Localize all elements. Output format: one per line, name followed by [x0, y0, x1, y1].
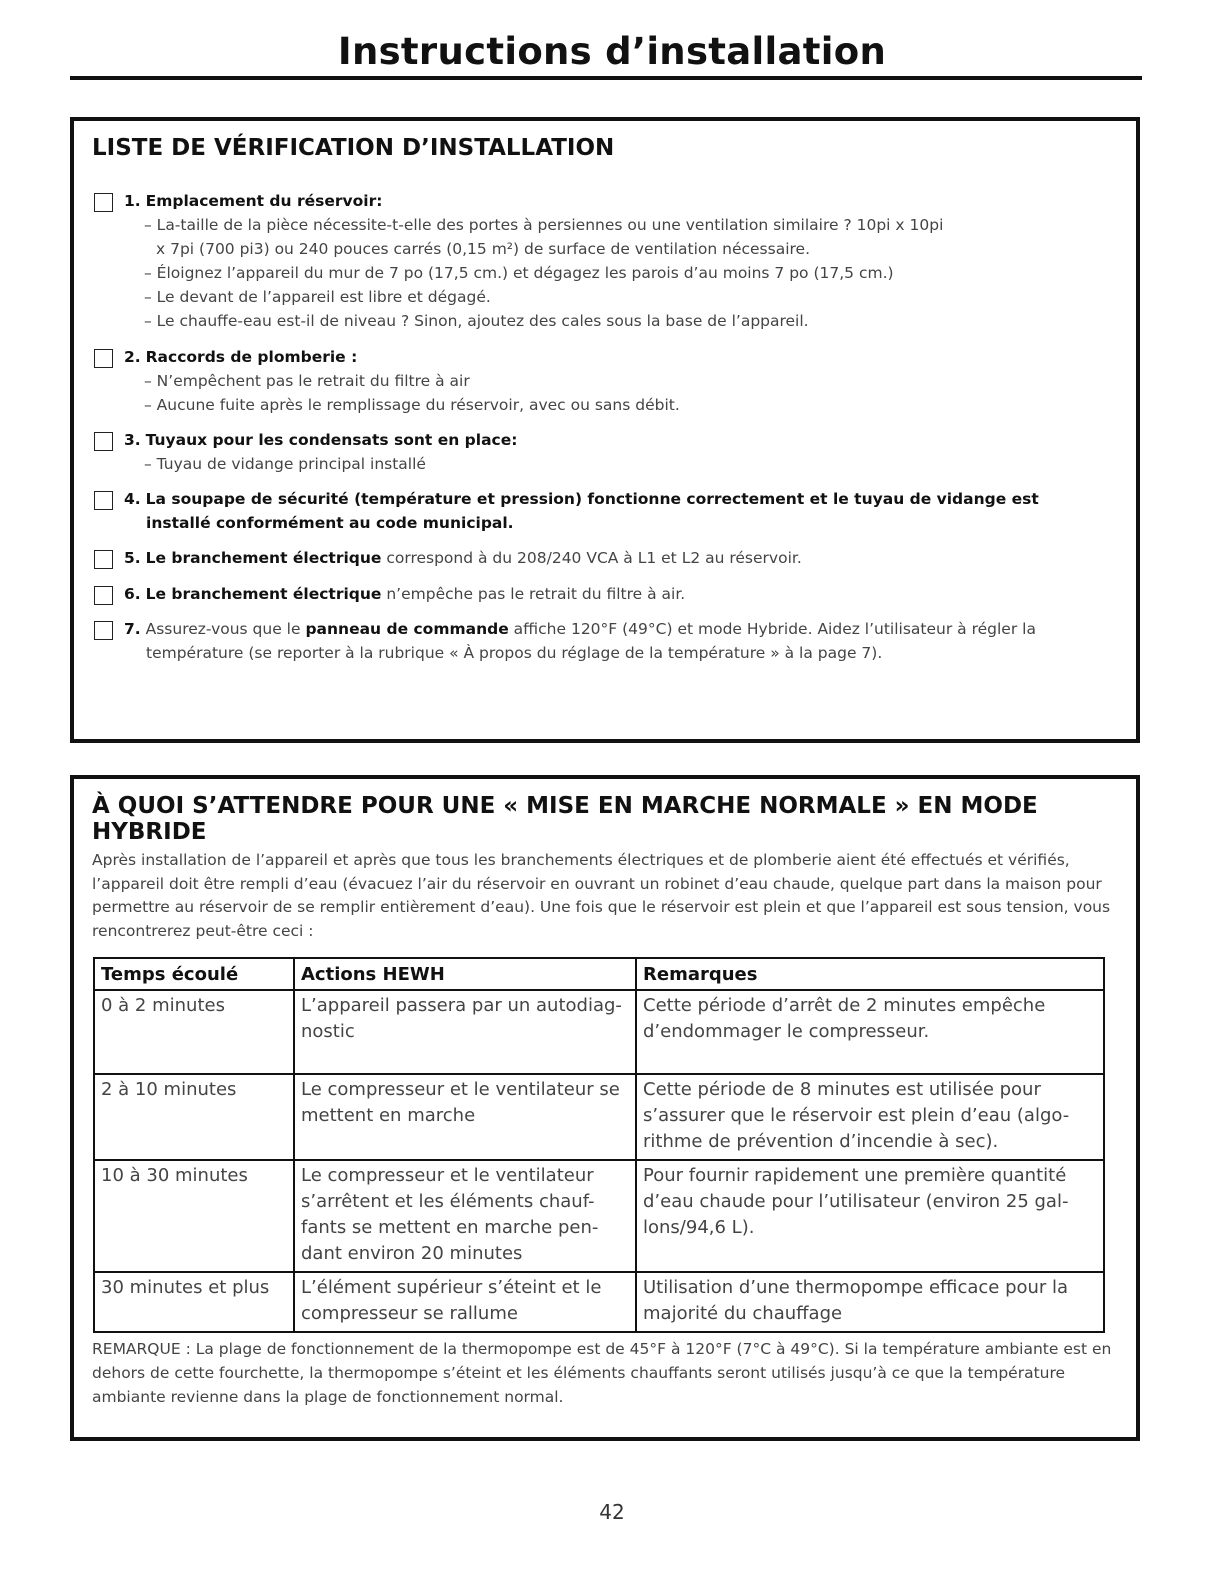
table-header-row	[94, 958, 1104, 990]
checkbox[interactable]	[94, 193, 113, 212]
checkbox[interactable]	[94, 550, 113, 569]
table-cell: 30 minutes et plus	[94, 1272, 294, 1332]
checkbox[interactable]	[94, 586, 113, 605]
startup-table	[93, 957, 1105, 1333]
item-text: affiche 120°F (49°C) et mode Hybride. Aidez l’utilisateur à régler la température (se reporter à la rubrique « À propos du réglage de la température » à la page 7).	[146, 620, 1036, 662]
checklist-item-1	[94, 189, 954, 333]
checkbox[interactable]	[94, 491, 113, 510]
item-text: correspond à du 208/240 VCA à L1 et L2 au réservoir.	[381, 549, 802, 567]
checklist-item-5	[94, 546, 1104, 570]
table-row	[94, 1160, 1104, 1272]
sub-item: – La-taille de la pièce nécessite-t-elle des portes à persiennes ou une ventilation similaire ? 10pi x 10pi x 7pi (700 pi3) ou 240 pouces carrés (0,15 m²) de surface de ventilation nécessaire.	[144, 216, 944, 258]
table-cell: Le compresseur et le ventilateur s’arrêtent et les éléments chauf-fants se mettent en marche pen-dant environ 20 minutes	[294, 1160, 636, 1272]
item-title: La soupape de sécurité (température et pression) fonctionne correctement et le tuyau de vidange est installé conformément au code municipal.	[145, 490, 1039, 532]
sub-item: – Éloignez l’appareil du mur de 7 po (17,5 cm.) et dégagez les parois d’au moins 7 po (17,5 cm.)	[144, 264, 894, 282]
item-title: Le branchement électrique	[145, 585, 382, 603]
sub-item: – Aucune fuite après le remplissage du réservoir, avec ou sans débit.	[144, 396, 680, 414]
table-cell: Cette période de 8 minutes est utilisée pour s’assurer que le réservoir est plein d’eau (algo-rithme de prévention d’incendie à sec).	[636, 1074, 1104, 1160]
item-number: 7.	[124, 620, 141, 638]
checkbox[interactable]	[94, 349, 113, 368]
page-title: Instructions d’installation	[337, 30, 887, 73]
table-cell: L’élément supérieur s’éteint et le compresseur se rallume	[294, 1272, 636, 1332]
table-row	[94, 1272, 1104, 1332]
installation-checklist-box	[70, 117, 1140, 743]
table-cell: Le compresseur et le ventilateur se mettent en marche	[294, 1074, 636, 1160]
hybrid-intro: Après installation de l’appareil et après que tous les branchements électriques et de plomberie aient été effectués et vérifiés, l’appareil doit être rempli d’eau (évacuez l’air du réservoir en ouvrant un robinet d’eau chaude, quelque part dans la maison pour permettre au réservoir de se remplir entièrement d’eau). Une fois que le réservoir est plein et que l’appareil est sous tension, vous rencontrerez peut-être ceci :	[92, 851, 1111, 940]
item-title: Emplacement du réservoir:	[145, 192, 383, 210]
item-number: 2.	[124, 348, 141, 366]
item-number: 1.	[124, 192, 141, 210]
table-row	[94, 990, 1104, 1074]
column-header: Remarques	[636, 958, 1104, 990]
checklist-item-2	[94, 345, 954, 417]
sub-item: – Le devant de l’appareil est libre et dégagé.	[144, 288, 491, 306]
checkbox[interactable]	[94, 621, 113, 640]
hybrid-heading: À QUOI S’ATTENDRE POUR UNE « MISE EN MARCHE NORMALE » EN MODE HYBRIDE	[92, 793, 1038, 845]
item-number: 6.	[124, 585, 141, 603]
checklist-item-3	[94, 428, 954, 476]
item-title: panneau de commande	[305, 620, 509, 638]
sub-item: – Le chauffe-eau est-il de niveau ? Sinon, ajoutez des cales sous la base de l’appareil.	[144, 312, 809, 330]
sub-item: – N’empêchent pas le retrait du filtre à air	[144, 372, 470, 390]
item-title: Le branchement électrique	[145, 549, 382, 567]
column-header: Actions HEWH	[294, 958, 636, 990]
remark-note: REMARQUE : La plage de fonctionnement de la thermopompe est de 45°F à 120°F (7°C à 49°C). Si la température ambiante est en dehors de cette fourchette, la thermopompe s’éteint et les éléments chauffants seront utilisés jusqu’à ce que la température ambiante revienne dans la plage de fonctionnement normal.	[92, 1340, 1112, 1406]
table-cell: L’appareil passera par un autodiag-nostic	[294, 990, 636, 1074]
item-title: Raccords de plomberie :	[145, 348, 358, 366]
table-cell: Cette période d’arrêt de 2 minutes empêche d’endommager le compresseur.	[636, 990, 1104, 1074]
item-number: 3.	[124, 431, 141, 449]
item-text: n’empêche pas le retrait du filtre à air.	[381, 585, 686, 603]
item-title: Tuyaux pour les condensats sont en place:	[145, 431, 518, 449]
title-divider	[70, 76, 1142, 80]
table-cell: Utilisation d’une thermopompe efficace pour la majorité du chauffage	[636, 1272, 1104, 1332]
item-number: 5.	[124, 549, 141, 567]
checklist-item-4	[94, 487, 1104, 535]
checklist-item-6	[94, 582, 1104, 606]
column-header: Temps écoulé	[94, 958, 294, 990]
hybrid-mode-box	[70, 775, 1140, 1441]
table-cell: 10 à 30 minutes	[94, 1160, 294, 1272]
checklist-heading: LISTE DE VÉRIFICATION D’INSTALLATION	[92, 135, 615, 161]
table-cell: Pour fournir rapidement une première quantité d’eau chaude pour l’utilisateur (environ 25 gal-lons/94,6 L).	[636, 1160, 1104, 1272]
page-number: 42	[599, 1500, 625, 1524]
checklist-item-7	[94, 617, 1104, 665]
table-row	[94, 1074, 1104, 1160]
item-text: Assurez-vous que le	[140, 620, 306, 638]
table-cell: 2 à 10 minutes	[94, 1074, 294, 1160]
table-cell: 0 à 2 minutes	[94, 990, 294, 1074]
item-number: 4.	[124, 490, 141, 508]
checkbox[interactable]	[94, 432, 113, 451]
sub-item: – Tuyau de vidange principal installé	[144, 455, 426, 473]
